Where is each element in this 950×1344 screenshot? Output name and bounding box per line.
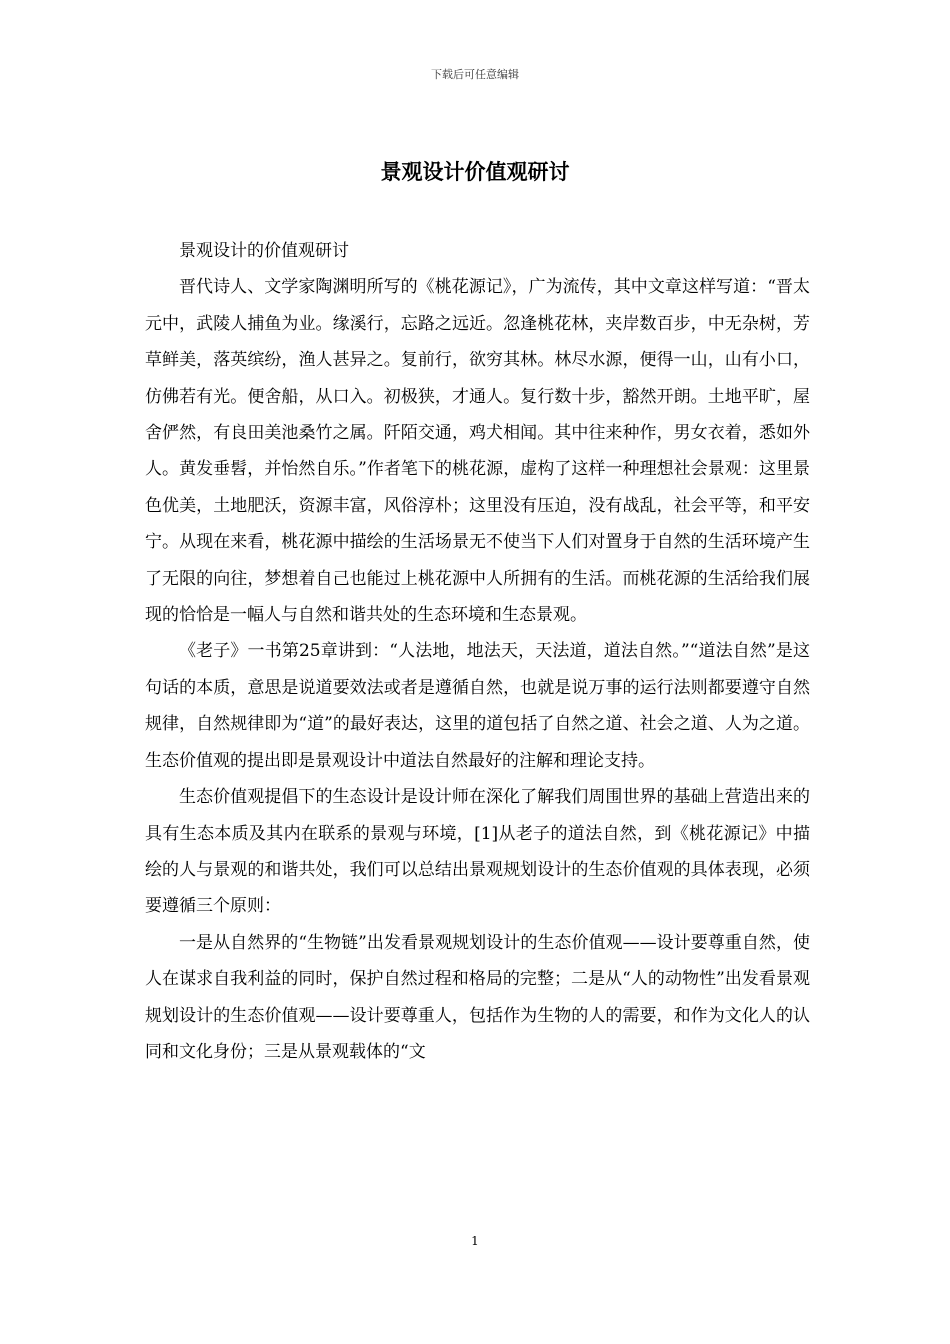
header-note: 下载后可任意编辑 [431, 68, 519, 81]
page-number: 1 [471, 1234, 479, 1248]
paragraph-subtitle: 景观设计的价值观研讨 [179, 241, 349, 261]
document-body [145, 233, 810, 1070]
paragraph: 生态价值观提倡下的生态设计是设计师在深化了解我们周围世界的基础上营造出来的具有生态本质及其内在联系的景观与环境，[1]从老子的道法自然，到《桃花源记》中描绘的人与景观的和谐共处，我们可以总结出景观规划设计的生态价值观的具体表现，必须要遵循三个原则： [145, 787, 810, 917]
paragraph: 一是从自然界的“生物链”出发看景观规划设计的生态价值观——设计要尊重自然，使人在谋求自我利益的同时，保护自然过程和格局的完整；二是从“人的动物性”出发看景观规划设计的生态价值观——设计要尊重人，包括作为生物的人的需要，和作为文化人的认同和文化身份；三是从景观载体的“文 [145, 932, 810, 1062]
paragraph: 晋代诗人、文学家陶渊明所写的《桃花源记》，广为流传，其中文章这样写道：“晋太元中，武陵人捕鱼为业。缘溪行，忘路之远近。忽逢桃花林，夹岸数百步，中无杂树，芳草鲜美，落英缤纷，渔人甚异之。复前行，欲穷其林。林尽水源，便得一山，山有小口，仿佛若有光。便舍船，从口入。初极狭，才通人。复行数十步，豁然开朗。土地平旷，屋舍俨然，有良田美池桑竹之属。阡陌交通，鸡犬相闻。其中往来种作，男女衣着，悉如外人。黄发垂髫，并怡然自乐。”作者笔下的桃花源，虚构了这样一种理想社会景观：这里景色优美，土地肥沃，资源丰富，风俗淳朴；这里没有压迫，没有战乱，社会平等，和平安宁。从现在来看，桃花源中描绘的生活场景无不使当下人们对置身于自然的生活环境产生了无限的向往，梦想着自己也能过上桃花源中人所拥有的生活。而桃花源的生活给我们展现的恰恰是一幅人与自然和谐共处的生态环境和生态景观。 [145, 277, 810, 626]
document-title: 景观设计价值观研讨 [380, 159, 570, 184]
paragraph: 《老子》一书第25章讲到：“人法地，地法天，天法道，道法自然。”“道法自然”是这句话的本质，意思是说道要效法或者是遵循自然，也就是说万事的运行法则都要遵守自然规律，自然规律即为“道”的最好表达，这里的道包括了自然之道、社会之道、人为之道。生态价值观的提出即是景观设计中道法自然最好的注解和理论支持。 [145, 641, 810, 771]
